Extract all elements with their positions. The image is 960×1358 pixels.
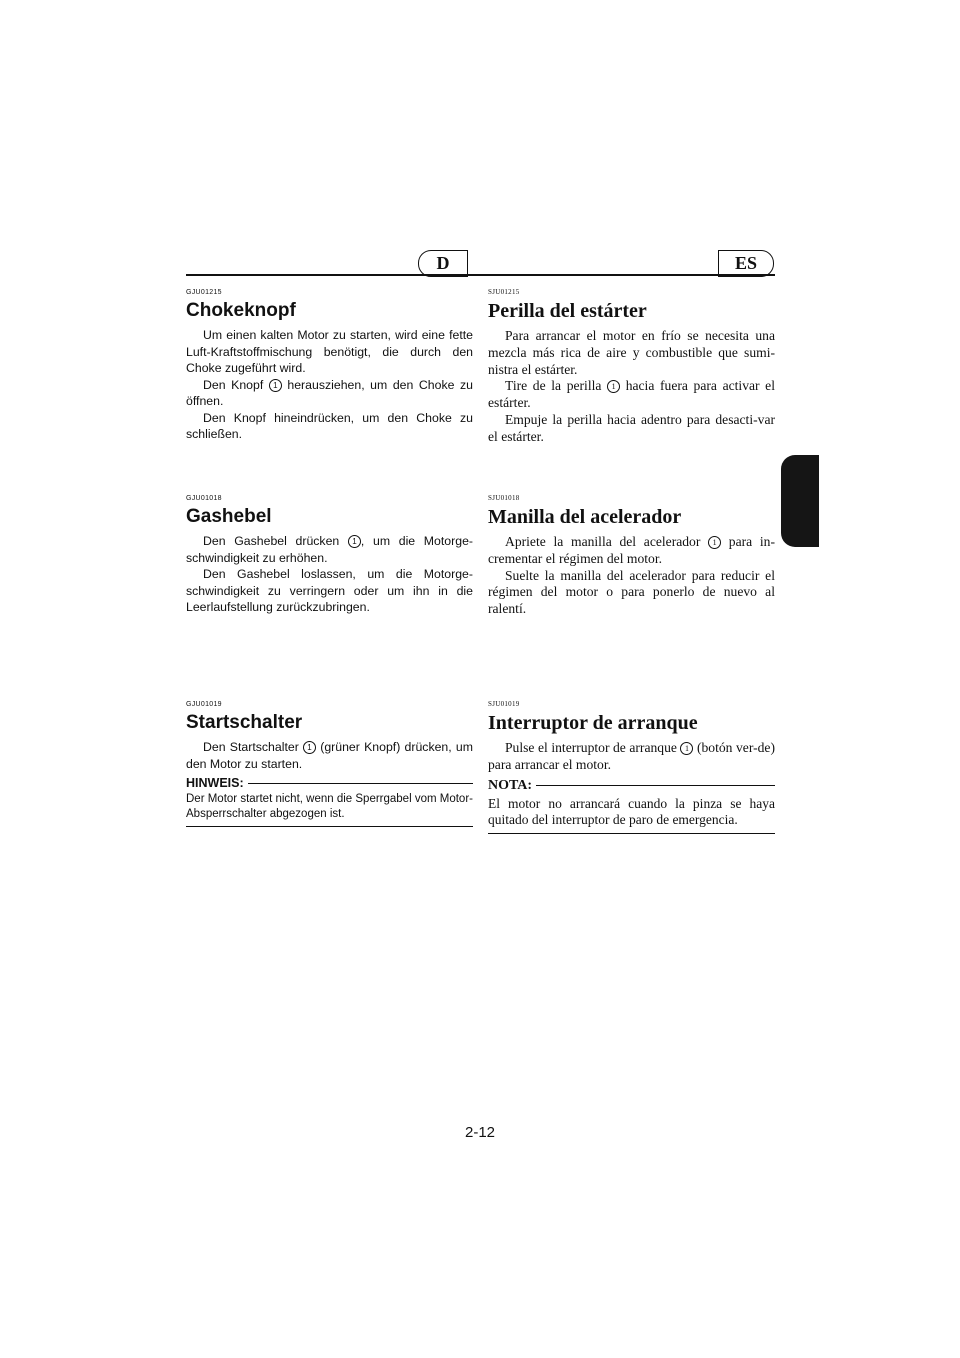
text-run: , um die Motorge-schwindigkeit zu erhöhen.: [186, 534, 473, 565]
callout-number-icon: 1: [708, 536, 721, 549]
paragraph: [488, 378, 775, 412]
de-throttle-section: [186, 494, 473, 616]
language-code-german: D: [436, 253, 450, 273]
section-code: GJU01018: [186, 495, 222, 502]
section-code: GJU01215: [186, 289, 222, 296]
paragraph: Suelte la manilla del acelerador para reducir el régimen del motor o para ponerlo de nuevo al ralentí.: [488, 567, 775, 617]
paragraph: Den Knopf hineindrücken, um den Choke zu schließen.: [186, 410, 473, 441]
paragraph: Para arrancar el motor en frío se necesita una mezcla más rica de aire y combustible que sumi-nistra el estárter.: [488, 328, 775, 377]
section-code: SJU01018: [488, 494, 520, 502]
text-run: Tire de la perilla: [505, 378, 608, 394]
de-choke-section: [186, 288, 473, 443]
text-run: hacia fuera para activar el estárter.: [488, 378, 775, 411]
text-run: (botón ver-de) para arrancar el motor.: [488, 740, 775, 772]
page-number: 2-12: [464, 1124, 496, 1141]
note-text: Der Motor startet nicht, wenn die Sperrgabel vom Motor-Absperrschalter abgezogen ist.: [186, 792, 473, 827]
es-start-section: [488, 700, 775, 834]
note-header: [488, 778, 775, 794]
callout-number-icon: 1: [607, 380, 620, 393]
note-text: El motor no arrancará cuando la pinza se haya quitado del interruptor de paro de emergencia.: [488, 796, 775, 834]
note-rule: [536, 785, 775, 786]
callout-number-icon: 1: [269, 379, 282, 392]
text-run: para in-crementar el régimen del motor.: [488, 534, 776, 566]
note-label: HINWEIS:: [186, 776, 244, 790]
paragraph: [186, 533, 473, 566]
paragraph: [186, 739, 473, 772]
text-run: Pulse el interruptor de arranque: [505, 740, 681, 755]
callout-number-icon: 1: [680, 742, 693, 755]
section-title: Chokeknopf: [186, 300, 296, 321]
text-run: Den Gashebel drücken: [203, 534, 348, 548]
chapter-thumb-tab: [781, 455, 819, 547]
section-title: Manilla del acelerador: [488, 506, 682, 528]
text-run: herausziehen, um den Choke zu öffnen.: [186, 377, 473, 408]
language-code-spanish: ES: [734, 253, 758, 273]
es-throttle-section: [488, 494, 775, 618]
paragraph: Um einen kalten Motor zu starten, wird eine fette Luft-Kraftstoffmischung benötigt, die durch den Choke zugeführt wird.: [186, 328, 473, 375]
text-run: (grüner Knopf) drücken, um den Motor zu starten.: [186, 740, 473, 771]
note-header: [186, 776, 473, 790]
note-rule: [248, 783, 473, 784]
section-code: SJU01215: [488, 288, 520, 296]
section-title: Interruptor de arranque: [488, 712, 698, 734]
callout-number-icon: 1: [348, 535, 361, 548]
callout-number-icon: 1: [303, 741, 316, 754]
paragraph: Den Gashebel loslassen, um die Motorge-schwindigkeit zu verringern oder um ihn in die Leerlaufstellung zurückzubringen.: [186, 567, 473, 614]
note-label: NOTA:: [488, 777, 533, 793]
paragraph: [488, 740, 775, 774]
section-title: Startschalter: [186, 712, 303, 733]
paragraph: [488, 534, 775, 568]
es-choke-section: [488, 288, 775, 446]
section-code: SJU01019: [488, 700, 520, 708]
section-title: Perilla del estárter: [488, 300, 647, 322]
de-start-section: [186, 700, 473, 827]
paragraph: [186, 377, 473, 410]
paragraph: Empuje la perilla hacia adentro para desacti-var el estárter.: [488, 411, 775, 444]
text-run: Den Knopf: [203, 377, 269, 392]
text-run: Den Startschalter: [203, 740, 304, 754]
section-code: GJU01019: [186, 701, 222, 708]
header-rule: [186, 274, 775, 276]
language-tab-spanish: [718, 250, 774, 277]
language-tab-german: [418, 250, 468, 277]
text-run: Apriete la manilla del acelerador: [505, 534, 709, 549]
section-title: Gashebel: [186, 506, 272, 527]
